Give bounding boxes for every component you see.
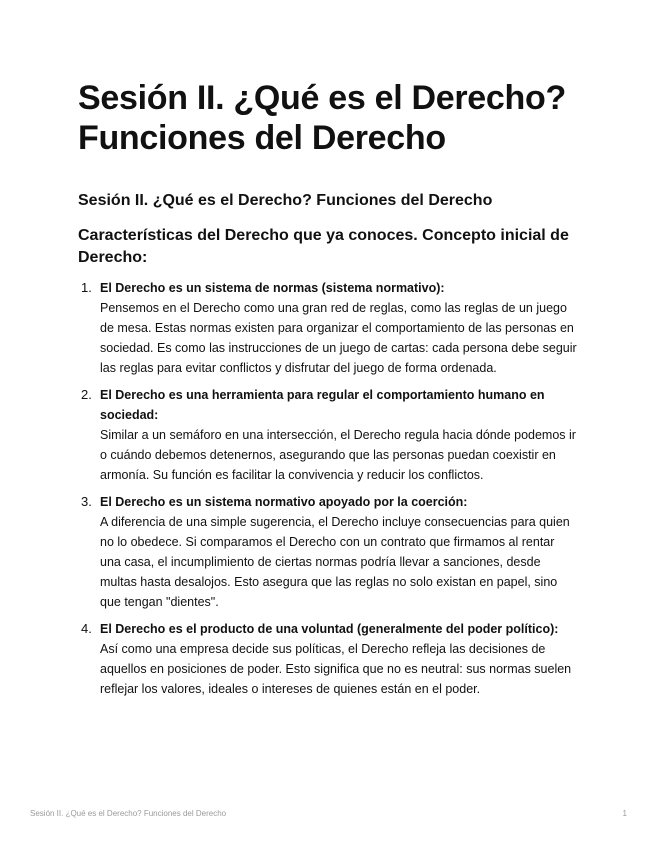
list-item-title: El Derecho es el producto de una voluntad (generalmente del poder político): [100,622,559,636]
list-item-title: El Derecho es una herramienta para regular el comportamiento humano en sociedad: [100,388,545,422]
list-item-body: Similar a un semáforo en una intersección, el Derecho regula hacia dónde podemos ir o cuándo debemos detenernos, asegurando que las personas puedan coexistir en armonía. Su función es facilitar la convivencia y reducir los conflictos. [100,428,576,482]
list-item-body: Así como una empresa decide sus políticas, el Derecho refleja las decisiones de aquellos en posiciones de poder. Esto significa que no es neutral: sus normas suelen reflejar los valores, ideales o intereses de quienes están en el poder. [100,642,572,696]
page-number: 1 [622,809,627,818]
list-item [78,385,578,485]
list-item [78,492,578,612]
section-heading: Características del Derecho que ya conoces. Concepto inicial de Derecho: [78,227,569,266]
list-item [78,619,578,699]
list-item-number: 1. [81,280,92,295]
document-title: Sesión II. ¿Qué es el Derecho? Funciones del Derecho [78,79,566,157]
document-subtitle: Sesión II. ¿Qué es el Derecho? Funciones del Derecho [78,192,493,209]
list-item-number: 3. [81,494,92,509]
list-item-body: A diferencia de una simple sugerencia, el Derecho incluye consecuencias para quien no lo obedece. Si comparamos el Derecho con un contrato que firmamos al rentar una casa, el incumplimiento de ciertas normas podría llevar a sanciones, desde multas hasta desalojos. Esto asegura que las reglas no solo existan en papel, sino que tengan "dientes". [100,515,570,609]
list-item-number: 2. [81,387,92,402]
characteristics-list [78,278,578,699]
list-item-title: El Derecho es un sistema normativo apoyado por la coerción: [100,495,468,509]
list-item-body: Pensemos en el Derecho como una gran red de reglas, como las reglas de un juego de mesa. Estas normas existen para organizar el comportamiento de las personas en sociedad. Es como las instrucciones de un juego de cartas: cada persona debe seguir las reglas para evitar conflictos y disfrutar del juego de forma ordenada. [100,301,577,375]
list-item-number: 4. [81,621,92,636]
list-item-title: El Derecho es un sistema de normas (sistema normativo): [100,281,445,295]
list-item [78,278,578,378]
footer-title: Sesión II. ¿Qué es el Derecho? Funciones del Derecho [30,809,227,818]
document-content [78,78,578,706]
